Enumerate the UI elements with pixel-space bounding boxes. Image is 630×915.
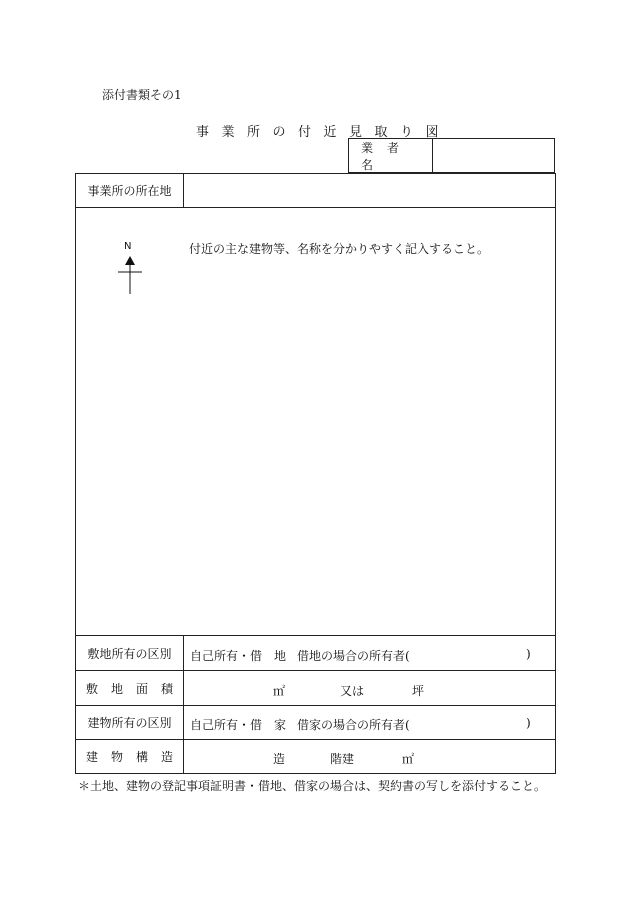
attachment-label: 添付書類その1 bbox=[102, 88, 182, 102]
land-ownership-row bbox=[76, 636, 555, 671]
land-area-label: 敷地面積 bbox=[76, 671, 184, 705]
location-row bbox=[76, 174, 555, 208]
location-value[interactable] bbox=[184, 174, 555, 207]
land-ownership-label: 敷地所有の区別 bbox=[76, 636, 184, 670]
location-label: 事業所の所在地 bbox=[76, 174, 184, 207]
form-table bbox=[75, 173, 556, 774]
footnote: ＊土地、建物の登記事項証明書・借地、借家の場合は、契約書の写しを添付すること。 bbox=[78, 779, 547, 793]
building-owner-close-paren: ) bbox=[526, 716, 531, 730]
structure-floors: 階建 bbox=[330, 752, 355, 766]
vendor-name-label: 業者名 bbox=[349, 139, 433, 172]
structure-unit-m2: ㎡ bbox=[402, 752, 415, 766]
building-structure-row bbox=[76, 740, 555, 773]
land-area-or-text: 又は bbox=[340, 684, 365, 698]
building-owner-text: 借家の場合の所有者( bbox=[297, 718, 410, 732]
building-structure-label: 建物構造 bbox=[76, 740, 184, 773]
building-structure-value[interactable] bbox=[184, 740, 555, 773]
building-ownership-label: 建物所有の区別 bbox=[76, 706, 184, 739]
land-ownership-value[interactable] bbox=[184, 636, 555, 670]
building-ownership-options: 自己所有・借 家 bbox=[190, 718, 287, 732]
vendor-name-box bbox=[348, 138, 555, 173]
land-ownership-options: 自己所有・借 地 bbox=[190, 649, 287, 663]
document-title: 事業所の付近見取り図 bbox=[196, 125, 452, 140]
land-owner-text: 借地の場合の所有者( bbox=[297, 649, 410, 663]
building-ownership-value[interactable] bbox=[184, 706, 555, 739]
land-area-row bbox=[76, 671, 555, 706]
north-arrow-icon bbox=[116, 256, 144, 296]
north-label: N bbox=[124, 241, 132, 252]
land-owner-close-paren: ) bbox=[526, 647, 531, 661]
land-area-unit-tsubo: 坪 bbox=[412, 684, 425, 698]
land-area-value[interactable] bbox=[184, 671, 555, 705]
map-area[interactable] bbox=[76, 208, 555, 636]
map-instruction: 付近の主な建物等、名称を分かりやすく記入すること。 bbox=[189, 242, 490, 256]
building-ownership-row bbox=[76, 706, 555, 740]
structure-construction: 造 bbox=[273, 752, 286, 766]
land-area-unit-m2: ㎡ bbox=[273, 684, 286, 698]
